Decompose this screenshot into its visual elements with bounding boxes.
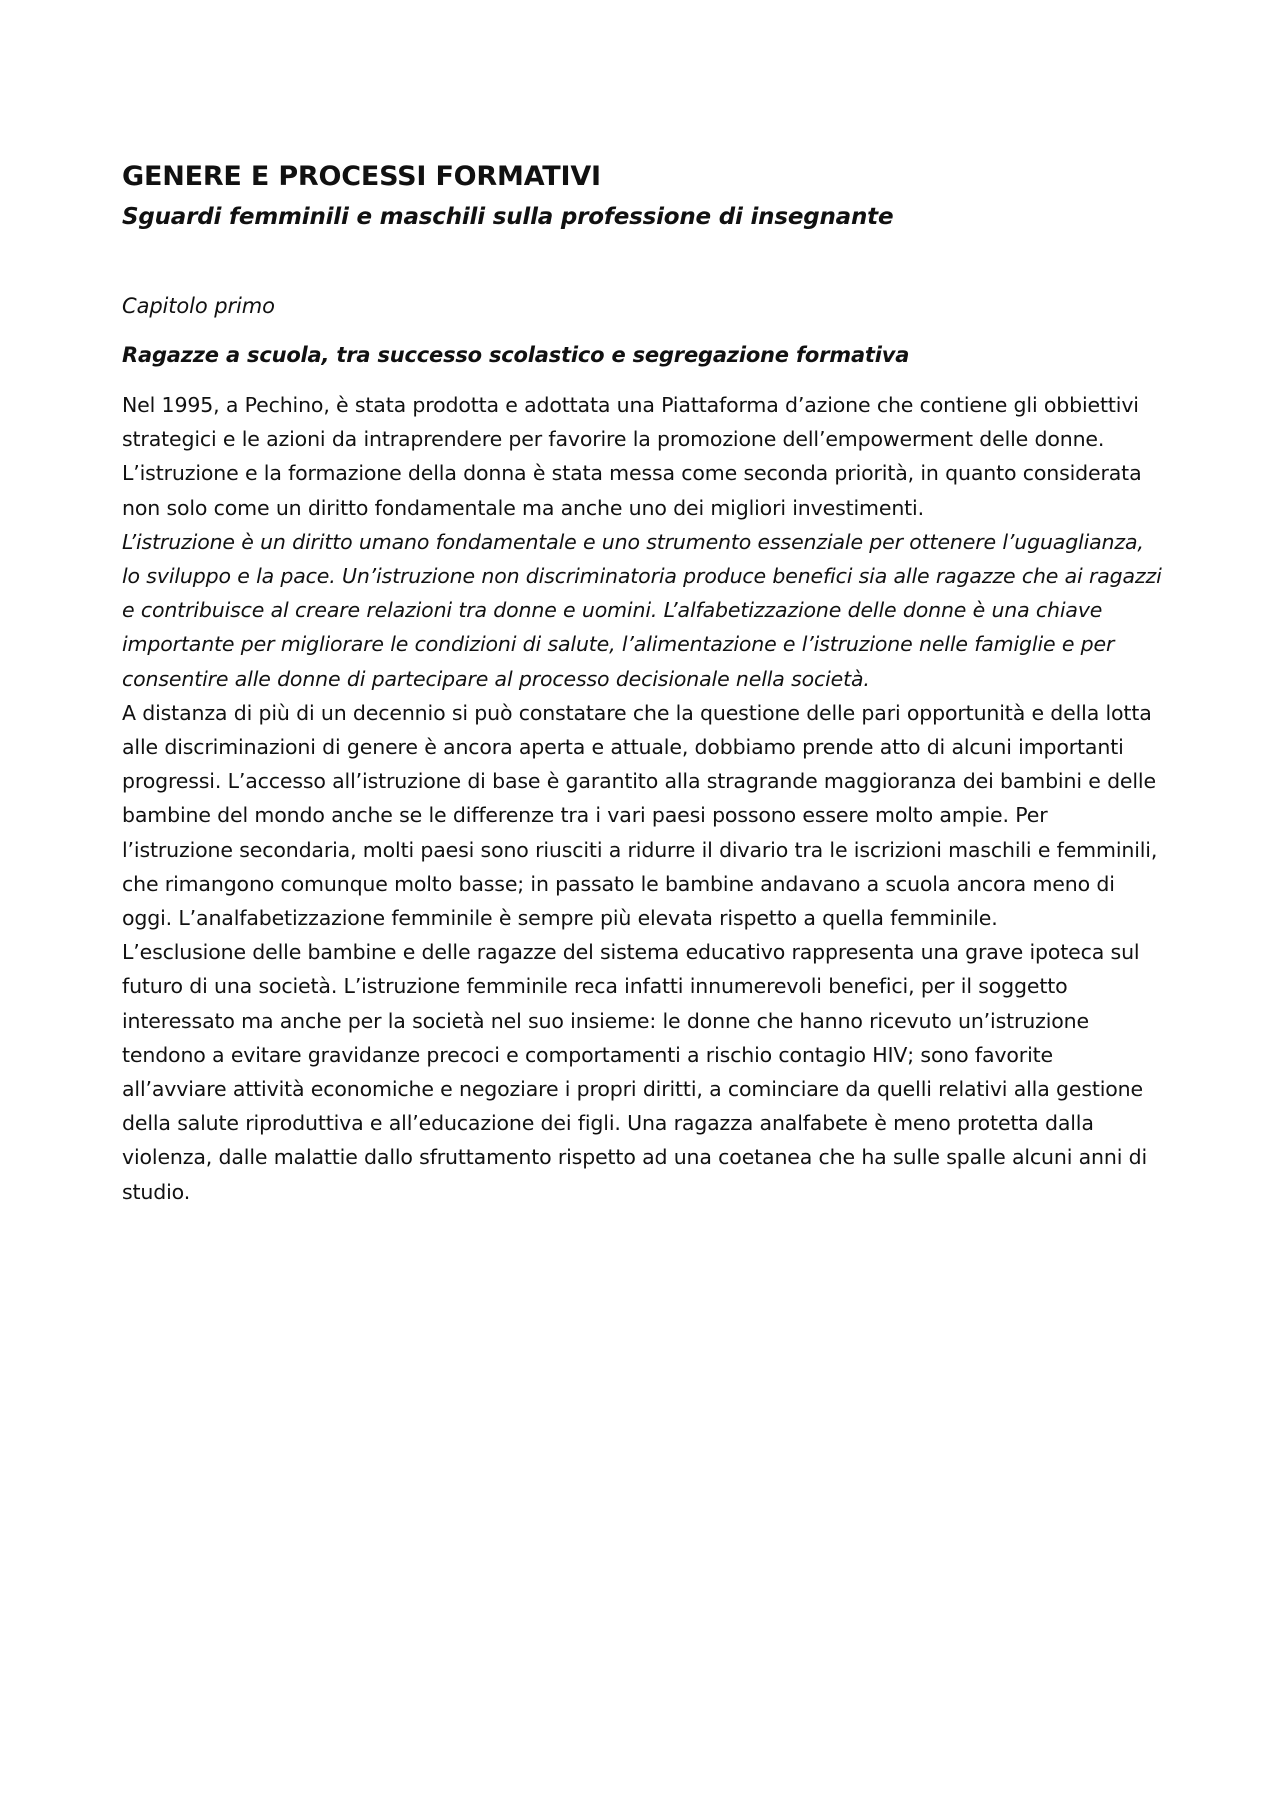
quoted-paragraph: L’istruzione è un diritto umano fondamentale e uno strumento essenziale per ottenere l’uguaglianza, lo sviluppo e la pace. Un’istruzione non discriminatoria produce benefici sia alle ragazze che ai ragazzi e contribuisce al creare relazioni tra donne e uomini. L’alfabetizzazione delle donne è una chiave importante per migliorare le condizioni di salute, l’alimentazione e l’istruzione nelle famiglie e per consentire alle donne di partecipare al processo decisionale nella società.: [122, 529, 1162, 691]
section-heading: Ragazze a scuola, tra successo scolastico e segregazione formativa: [122, 343, 910, 367]
paragraph: L’esclusione delle bambine e delle ragazze del sistema educativo rappresenta una grave ipoteca sul futuro di una società. L’istruzione femminile reca infatti innumerevoli benefici, per il soggetto interessato ma anche per la società nel suo insieme: le donne che hanno ricevuto un’istruzione tendono a evitare gravidanze precoci e comportamenti a rischio contagio HIV; sono favorite all’avviare attività economiche e negoziare i propri diritti, a cominciare da quelli relativi alla gestione della salute riproduttiva e all’educazione dei figli. Una ragazza analfabete è meno protetta dalla violenza, dalle malattie dallo sfruttamento rispetto ad una coetanea che ha sulle spalle alcuni anni di studio.: [122, 940, 1148, 1204]
document-title: GENERE E PROCESSI FORMATIVI: [122, 161, 601, 192]
document-subtitle: Sguardi femminili e maschili sulla professione di insegnante: [122, 204, 894, 230]
document-content: [122, 160, 1162, 1209]
paragraph: Nel 1995, a Pechino, è stata prodotta e adottata una Piattaforma d’azione che contiene gli obbiettivi strategici e le azioni da intraprendere per favorire la promozione dell’empowerment delle donne. L’istruzione e la formazione della donna è stata messa come seconda priorità, in quanto considerata non solo come un diritto fondamentale ma anche uno dei migliori investimenti.: [122, 393, 1142, 520]
body-text: [122, 388, 1162, 1209]
paragraph: A distanza di più di un decennio si può constatare che la questione delle pari opportunità e della lotta alle discriminazioni di genere è ancora aperta e attuale, dobbiamo prende atto di alcuni importanti progressi. L’accesso all’istruzione di base è garantito alla stragrande maggioranza dei bambini e delle bambine del mondo anche se le differenze tra i vari paesi possono essere molto ampie. Per l’istruzione secondaria, molti paesi sono riusciti a ridurre il divario tra le iscrizioni maschili e femminili, che rimangono comunque molto basse; in passato le bambine andavano a scuola ancora meno di oggi. L’analfabetizzazione femminile è sempre più elevata rispetto a quella femminile.: [122, 700, 1158, 931]
chapter-label: Capitolo primo: [122, 294, 275, 318]
